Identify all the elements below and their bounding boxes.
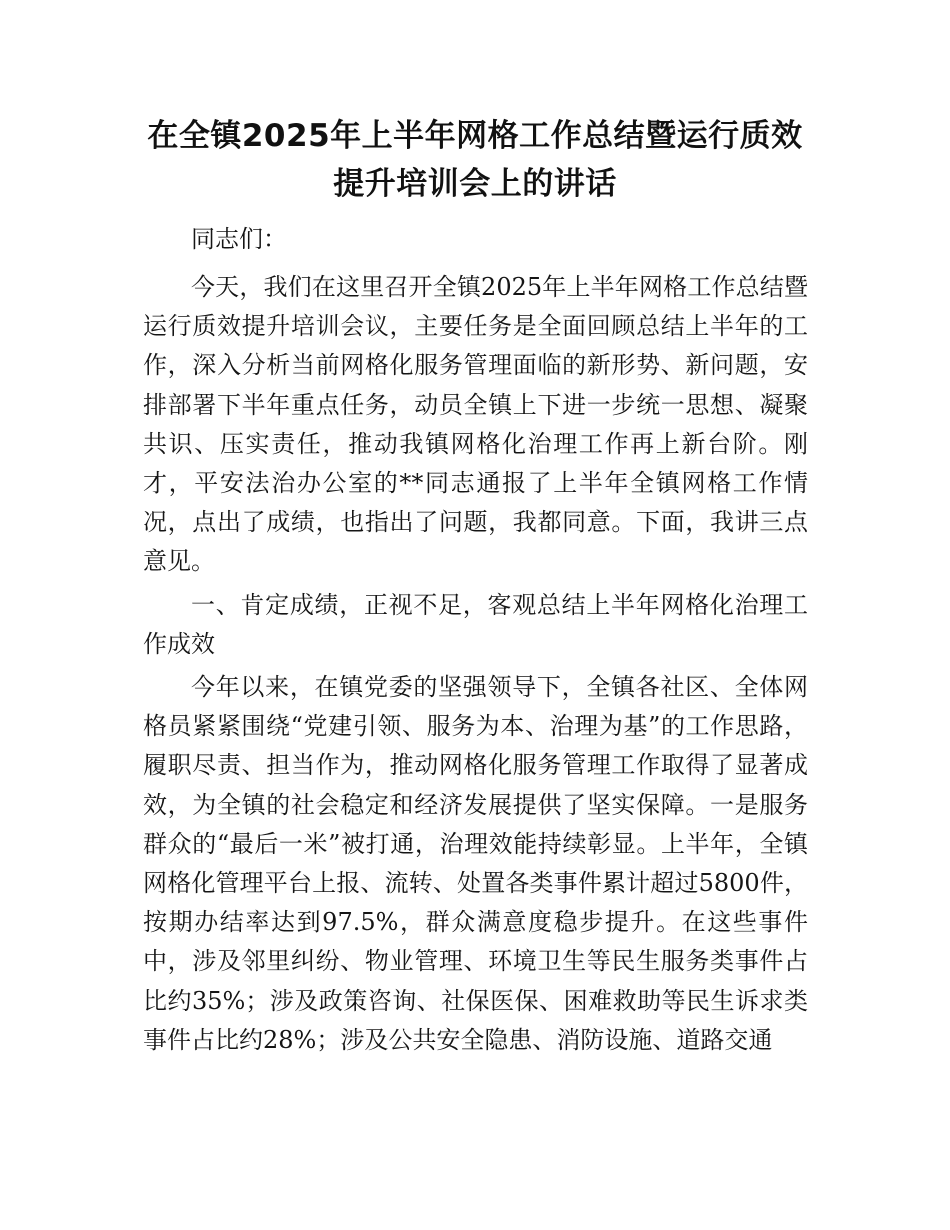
title-line-2: 提升培训会上的讲话 [333, 166, 617, 202]
section-1-body: 今年以来，在镇党委的坚强领导下，全镇各社区、全体网格员紧紧围绕“党建引领、服务为本、治理为基”的工作思路，履职尽责、担当作为，推动网格化服务管理工作取得了显著成效，为全镇的社会稳定和经济发展提供了坚实保障。一是服务群众的“最后一米”被打通，治理效能持续彰显。上半年，全镇网格化管理平台上报、流转、处置各类事件累计超过5800件，按期办结率达到97.5%，群众满意度稳步提升。在这些事件中，涉及邻里纠纷、物业管理、环境卫生等民生服务类事件占比约35%；涉及政策咨询、社保医保、困难救助等民生诉求类事件占比约28%；涉及公共安全隐患、消防设施、道路交通 [143, 673, 808, 1054]
section-1-heading: 一、肯定成绩，正视不足，客观总结上半年网格化治理工作成效 [143, 591, 808, 659]
greeting: 同志们： [191, 225, 287, 253]
document-title [100, 112, 850, 208]
title-line-1: 在全镇2025年上半年网格工作总结暨运行质效 [147, 118, 803, 154]
intro-paragraph: 今天，我们在这里召开全镇2025年上半年网格工作总结暨运行质效提升培训会议，主要任务是全面回顾总结上半年的工作，深入分析当前网格化服务管理面临的新形势、新问题，安排部署下半年重点任务，动员全镇上下进一步统一思想、凝聚共识、压实责任，推动我镇网格化治理工作再上新台阶。刚才，平安法治办公室的**同志通报了上半年全镇网格工作情况，点出了成绩，也指出了问题，我都同意。下面，我讲三点意见。 [143, 273, 808, 576]
